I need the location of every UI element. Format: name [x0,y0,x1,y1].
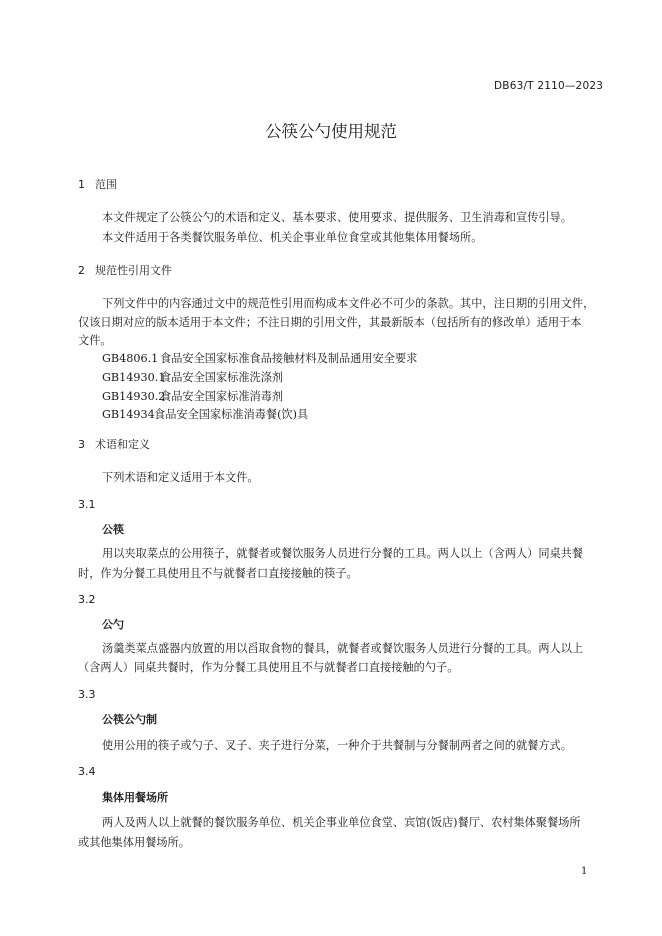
term-clause-number: 3.2 [78,593,96,606]
section-title: 规范性引用文件 [95,264,172,277]
term-definition-line: 时，作为分餐工具使用且不与就餐者口直接接触的筷子。 [78,567,358,580]
term-clause-number: 3.4 [78,765,96,778]
section-3-heading [78,436,150,452]
section-title: 术语和定义 [95,438,150,451]
page-number: 1 [581,866,588,877]
section-1-heading [78,176,117,192]
document-title: 公筷公勺使用规范 [265,122,397,141]
section-number: 2 [78,264,85,277]
section-1-paragraph: 本文件适用于各类餐饮服务单位、机关企事业单位食堂或其他集体用餐场所。 [102,231,483,244]
reference-code: GB14930.2 [102,390,166,403]
term-heading: 公筷公勺制 [102,713,157,726]
standard-code: DB63/T 2110—2023 [494,80,604,92]
term-definition-line: 汤羹类菜点盛器内放置的用以舀取食物的餐具，就餐者或餐饮服务人员进行分餐的工具。两人以上 [102,642,584,655]
term-definition-line: （含两人）同桌共餐时，作为分餐工具使用且不与就餐者口直接接触的勺子。 [78,661,459,674]
term-heading: 公筷 [102,523,124,536]
reference-name: 食品安全国家标准消毒剂 [160,390,284,403]
section-2-intro-line: 文件。 [78,334,112,347]
section-2-intro-line: 下列文件中的内容通过文中的规范性引用而构成本文件必不可少的条款。其中，注日期的引用文件， [102,297,595,310]
normative-reference [102,406,308,422]
section-number: 3 [78,438,85,451]
section-number: 1 [78,178,85,191]
normative-reference [102,350,417,366]
term-clause-number: 3.3 [78,688,96,701]
reference-code: GB14930.1 [102,371,166,384]
reference-name: 食品安全国家标准消毒餐(饮)具 [154,408,309,421]
section-3-intro: 下列术语和定义适用于本文件。 [102,471,259,484]
normative-reference [102,369,283,385]
term-definition-line: 使用公用的筷子或勺子、叉子、夹子进行分菜，一种介于共餐制与分餐制两者之间的就餐方式。 [102,739,572,752]
section-2-heading [78,262,172,278]
term-heading: 公勺 [102,618,124,631]
term-heading: 集体用餐场所 [102,791,168,804]
reference-code: GB4806.1 [102,352,159,365]
normative-reference [102,388,283,404]
reference-name: 食品安全国家标准食品接触材料及制品通用安全要求 [160,352,418,365]
reference-name: 食品安全国家标准洗涤剂 [160,371,284,384]
reference-code: GB14934 [102,408,155,421]
term-definition-line: 或其他集体用餐场所。 [78,836,190,849]
term-clause-number: 3.1 [78,498,96,511]
section-title: 范围 [95,178,117,191]
section-1-paragraph: 本文件规定了公筷公勺的术语和定义、基本要求、使用要求、提供服务、卫生消毒和宣传引导。 [102,211,572,224]
term-definition-line: 用以夹取菜点的公用筷子，就餐者或餐饮服务人员进行分餐的工具。两人以上（含两人）同桌共餐 [102,547,584,560]
term-definition-line: 两人及两人以上就餐的餐饮服务单位、机关企事业单位食堂、宾馆(饭店)餐厅、农村集体聚餐场所 [102,816,581,829]
section-2-intro-line: 仅该日期对应的版本适用于本文件；不注日期的引用文件，其最新版本（包括所有的修改单）适用于本 [78,316,582,329]
